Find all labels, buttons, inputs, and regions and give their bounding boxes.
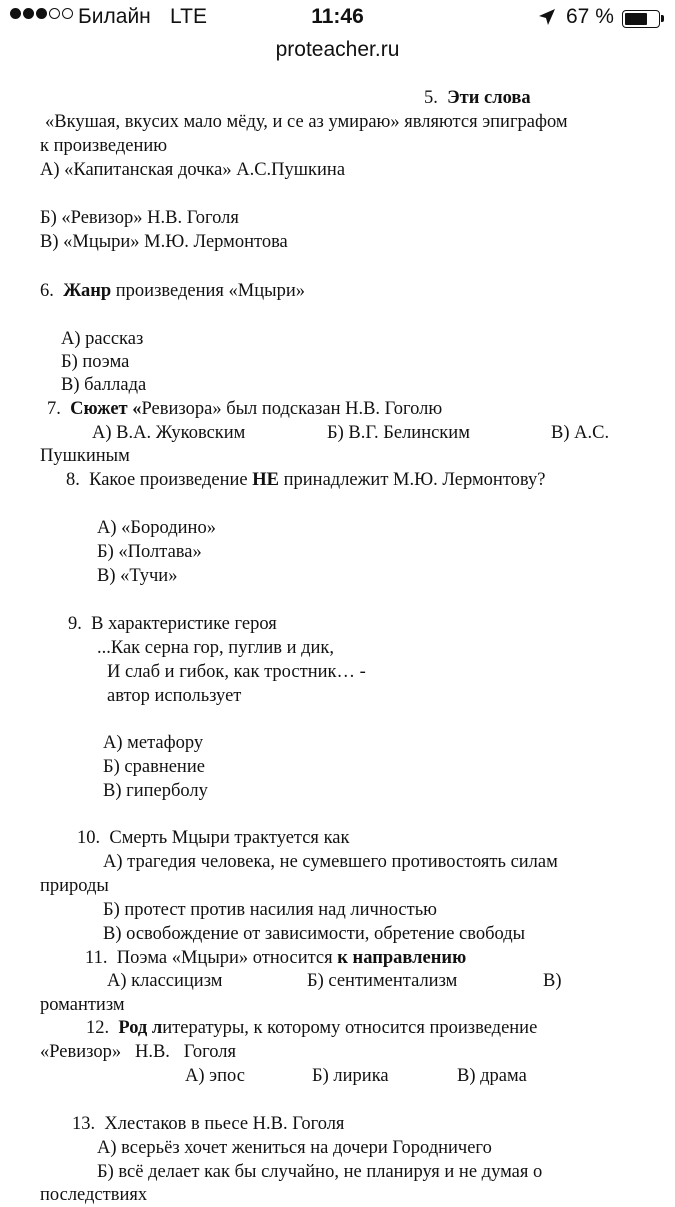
question-6-title: 6. Жанр произведения «Мцыри» [40,281,305,301]
question-5-text-cont: к произведению [40,136,168,156]
location-arrow-icon [538,8,556,32]
question-12-option-b: Б) лирика [312,1066,389,1086]
question-7-option-c: В) А.С. [551,423,610,443]
question-10-title: 10. Смерть Мцыри трактуется как [77,828,350,848]
question-6-option-c: В) баллада [61,375,147,395]
question-8-option-a: А) «Бородино» [97,518,216,538]
question-5-text: «Вкушая, вкусих мало мёду, и се аз умираю» являются эпиграфом [45,112,568,132]
question-5-option-a: А) «Капитанская дочка» А.С.Пушкина [40,160,346,180]
question-7-option-c-cont: Пушкиным [40,446,130,466]
question-11-title: 11. Поэма «Мцыри» относится к направлению [85,948,467,968]
question-10-option-a-cont: природы [40,876,109,896]
question-8-option-c: В) «Тучи» [97,566,178,586]
question-13-option-b: Б) всё делает как бы случайно, не планируя и не думая о [97,1162,543,1182]
battery-percent: 67 % [566,5,614,28]
question-13-option-a: А) всерьёз хочет жениться на дочери Городничего [97,1138,492,1158]
question-8-title: 8. Какое произведение НЕ принадлежит М.Ю. Лермонтову? [66,470,546,490]
clock: 11:46 [311,5,364,28]
question-11-option-b: Б) сентиментализм [307,971,458,991]
status-bar [0,0,675,36]
question-5-option-c: В) «Мцыри» М.Ю. Лермонтова [40,232,288,252]
question-8-option-b: Б) «Полтава» [97,542,202,562]
battery-icon [622,10,660,28]
address-bar-url[interactable]: proteacher.ru [275,38,400,61]
question-11-option-a: А) классицизм [107,971,223,991]
question-9-quote-line-1: ...Как серна гор, пуглив и дик, [97,638,335,658]
question-9-title: 9. В характеристике героя [68,614,277,634]
question-9-option-a: А) метафору [103,733,204,753]
question-7-title: 7. Сюжет «Ревизора» был подсказан Н.В. Гоголю [47,399,443,419]
question-10-option-b: Б) протест против насилия над личностью [103,900,437,920]
question-12-text-cont: «Ревизор» Н.В. Гоголя [40,1042,236,1062]
network-type: LTE [170,5,207,28]
question-5-option-b: Б) «Ревизор» Н.В. Гоголя [40,208,239,228]
question-11-option-c-cont: романтизм [40,995,125,1015]
question-6-option-b: Б) поэма [61,352,130,372]
question-9-quote-line-2: И слаб и гибок, как тростник… - [107,662,366,682]
question-9-option-b: Б) сравнение [103,757,205,777]
question-13-title: 13. Хлестаков в пьесе Н.В. Гоголя [72,1114,345,1134]
question-9-quote-line-3: автор использует [107,686,242,706]
question-12-option-a: А) эпос [185,1066,245,1086]
question-11-option-c: В) [543,971,562,991]
question-13-option-b-cont: последствиях [40,1185,148,1205]
question-5-title: 5. Эти слова [424,88,531,108]
question-7-option-a: А) В.А. Жуковским [92,423,246,443]
carrier-name: Билайн [78,5,151,28]
question-12-option-c: В) драма [457,1066,527,1086]
question-10-option-c: В) освобождение от зависимости, обретение свободы [103,924,526,944]
question-6-option-a: А) рассказ [61,329,144,349]
question-9-option-c: В) гиперболу [103,781,208,801]
question-12-title: 12. Род литературы, к которому относится произведение [86,1018,538,1038]
question-7-option-b: Б) В.Г. Белинским [327,423,470,443]
question-10-option-a: А) трагедия человека, не сумевшего противостоять силам [103,852,558,872]
